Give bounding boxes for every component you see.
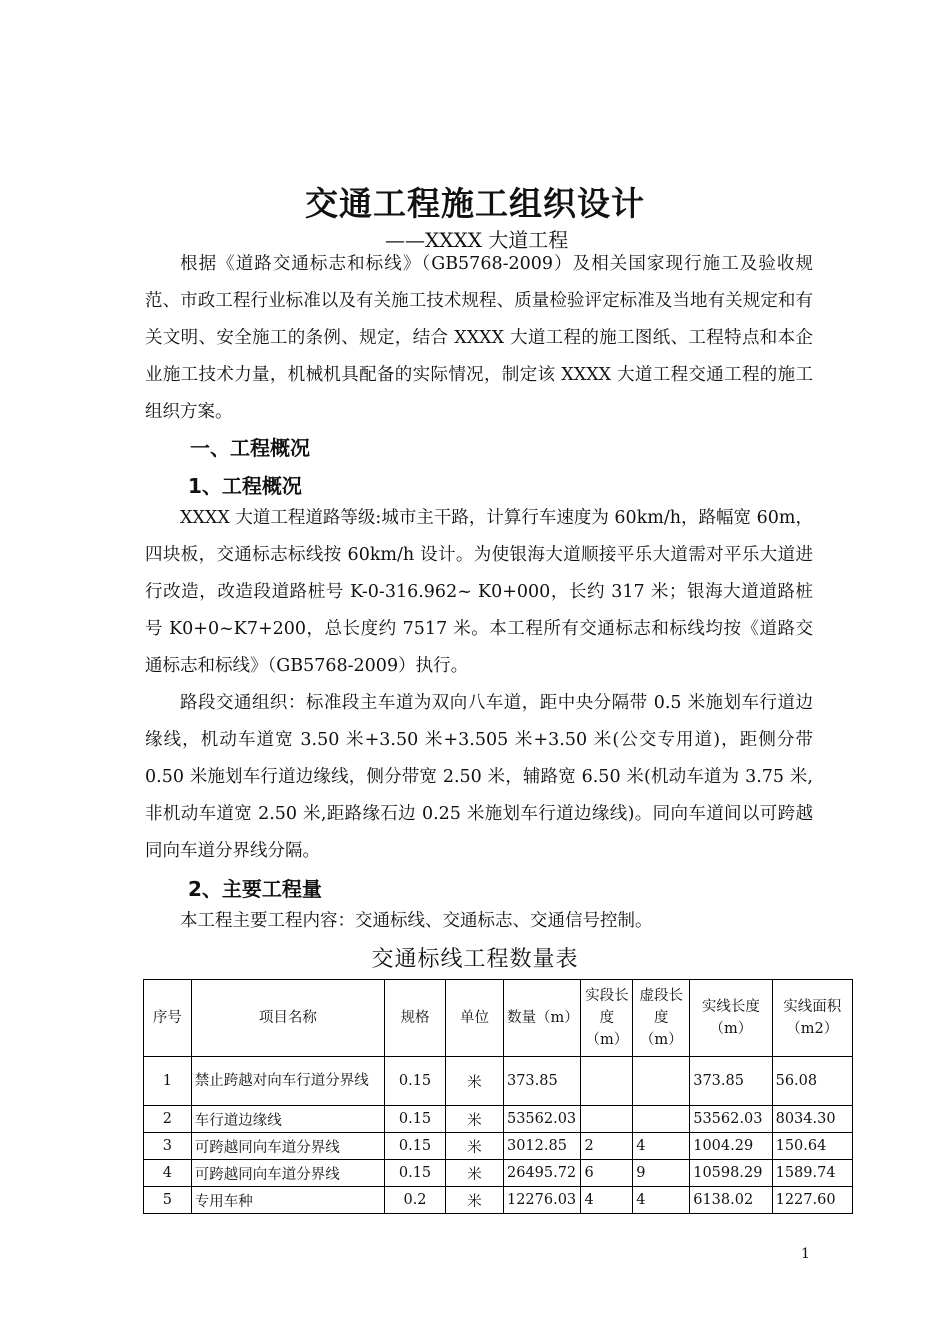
table-cell: 米 — [446, 1106, 504, 1133]
table-cell: 0.15 — [385, 1133, 446, 1160]
header-cell: 虚段长度（m） — [633, 980, 690, 1057]
table-cell: 1 — [144, 1057, 192, 1106]
table-cell: 1004.29 — [690, 1133, 772, 1160]
main-works-paragraph: 本工程主要工程内容：交通标线、交通标志、交通信号控制。 — [180, 911, 653, 931]
table-cell: 0.15 — [385, 1106, 446, 1133]
table-cell: 4 — [144, 1160, 192, 1187]
table-cell: 6 — [581, 1160, 633, 1187]
table-row — [144, 1133, 853, 1160]
table-cell: 0.15 — [385, 1057, 446, 1106]
header-cell: 实线面积（m2） — [772, 980, 852, 1057]
marking-quantity-table — [143, 979, 853, 1214]
table-cell: 9 — [633, 1160, 690, 1187]
table-row — [144, 1106, 853, 1133]
table-cell: 10598.29 — [690, 1160, 772, 1187]
table-cell: 4 — [633, 1187, 690, 1214]
table-cell: 6138.02 — [690, 1187, 772, 1214]
table-cell: 专用车种 — [191, 1187, 384, 1214]
table-row — [144, 1057, 853, 1106]
table-cell: 1227.60 — [772, 1187, 852, 1214]
table-cell: 车行道边缘线 — [191, 1106, 384, 1133]
header-cell: 实段长度（m） — [581, 980, 633, 1057]
header-cell: 单位 — [446, 980, 504, 1057]
table-cell: 53562.03 — [503, 1106, 580, 1133]
table-cell: 5 — [144, 1187, 192, 1214]
table-cell: 373.85 — [690, 1057, 772, 1106]
table-cell: 2 — [144, 1106, 192, 1133]
intro-paragraph: 根据《道路交通标志和标线》（GB5768-2009）及相关国家现行施工及验收规范、市政工程行业标准以及有关施工技术规程、质量检验评定标准及当地有关规定和有关文明、安全施工的条例、规定，结合 XXXX 大道工程的施工图纸、工程特点和本企业施工技术力量，机械机具配备的实际情况，制定该 XXXX 大道工程交通工程的施工组织方案。 — [145, 254, 813, 422]
table-cell: 12276.03 — [503, 1187, 580, 1214]
table-cell: 4 — [633, 1133, 690, 1160]
table-cell: 26495.72 — [503, 1160, 580, 1187]
table-cell: 2 — [581, 1133, 633, 1160]
table-cell: 可跨越同向车道分界线 — [191, 1160, 384, 1187]
subsection-heading-overview: 1、工程概况 — [188, 474, 302, 498]
table-cell: 米 — [446, 1057, 504, 1106]
table-title: 交通标线工程数量表 — [371, 947, 579, 972]
table-cell: 150.64 — [772, 1133, 852, 1160]
table-cell — [581, 1057, 633, 1106]
table-cell: 0.15 — [385, 1160, 446, 1187]
table-cell: 米 — [446, 1187, 504, 1214]
table-cell: 1589.74 — [772, 1160, 852, 1187]
table-cell — [633, 1057, 690, 1106]
table-cell: 373.85 — [503, 1057, 580, 1106]
table-cell — [633, 1106, 690, 1133]
table-cell: 0.2 — [385, 1187, 446, 1214]
document-title: 交通工程施工组织设计 — [305, 184, 645, 223]
header-cell: 实线长度（m） — [690, 980, 772, 1057]
header-cell: 序号 — [144, 980, 192, 1057]
table-cell: 禁止跨越对向车行道分界线 — [191, 1057, 384, 1106]
table-cell: 4 — [581, 1187, 633, 1214]
page-number: 1 — [801, 1246, 810, 1262]
overview-paragraph: XXXX 大道工程道路等级:城市主干路，计算行车速度为 60km/h，路幅宽 60m，四块板，交通标志标线按 60km/h 设计。为使银海大道顺接平乐大道需对平乐大道进行改造，改造段道路桩号 K-0-316.962~ K0+000，长约 317 米；银海大道道路桩号 K0+0~K7+200，总长度约 7517 米。本工程所有交通标志和标线均按《道路交通标志和标线》（GB5768-2009）执行。 — [145, 508, 813, 676]
table-row — [144, 1187, 853, 1214]
table-cell: 3012.85 — [503, 1133, 580, 1160]
table-cell: 53562.03 — [690, 1106, 772, 1133]
table-cell: 米 — [446, 1133, 504, 1160]
table-row — [144, 1160, 853, 1187]
table-cell: 56.08 — [772, 1057, 852, 1106]
table-cell: 3 — [144, 1133, 192, 1160]
table-cell: 米 — [446, 1160, 504, 1187]
table-cell: 8034.30 — [772, 1106, 852, 1133]
document-subtitle: ——XXXX 大道工程 — [385, 228, 569, 252]
section-heading-overview: 一、工程概况 — [190, 436, 310, 460]
header-cell: 数量（m） — [503, 980, 580, 1057]
subsection-heading-quantities: 2、主要工程量 — [188, 877, 322, 901]
table-cell — [581, 1106, 633, 1133]
table-header-row — [144, 980, 853, 1057]
header-cell: 规格 — [385, 980, 446, 1057]
table-cell: 可跨越同向车道分界线 — [191, 1133, 384, 1160]
header-cell: 项目名称 — [191, 980, 384, 1057]
traffic-organization-paragraph: 路段交通组织：标准段主车道为双向八车道，距中央分隔带 0.5 米施划车行道边缘线，机动车道宽 3.50 米+3.50 米+3.505 米+3.50 米(公交专用道)，距侧分带 0.50 米施划车行道边缘线，侧分带宽 2.50 米，辅路宽 6.50 米(机动车道为 3.75 米,非机动车道宽 2.50 米,距路缘石边 0.25 米施划车行道边缘线)。同向车道间以可跨越同向车道分界线分隔。 — [145, 693, 813, 861]
